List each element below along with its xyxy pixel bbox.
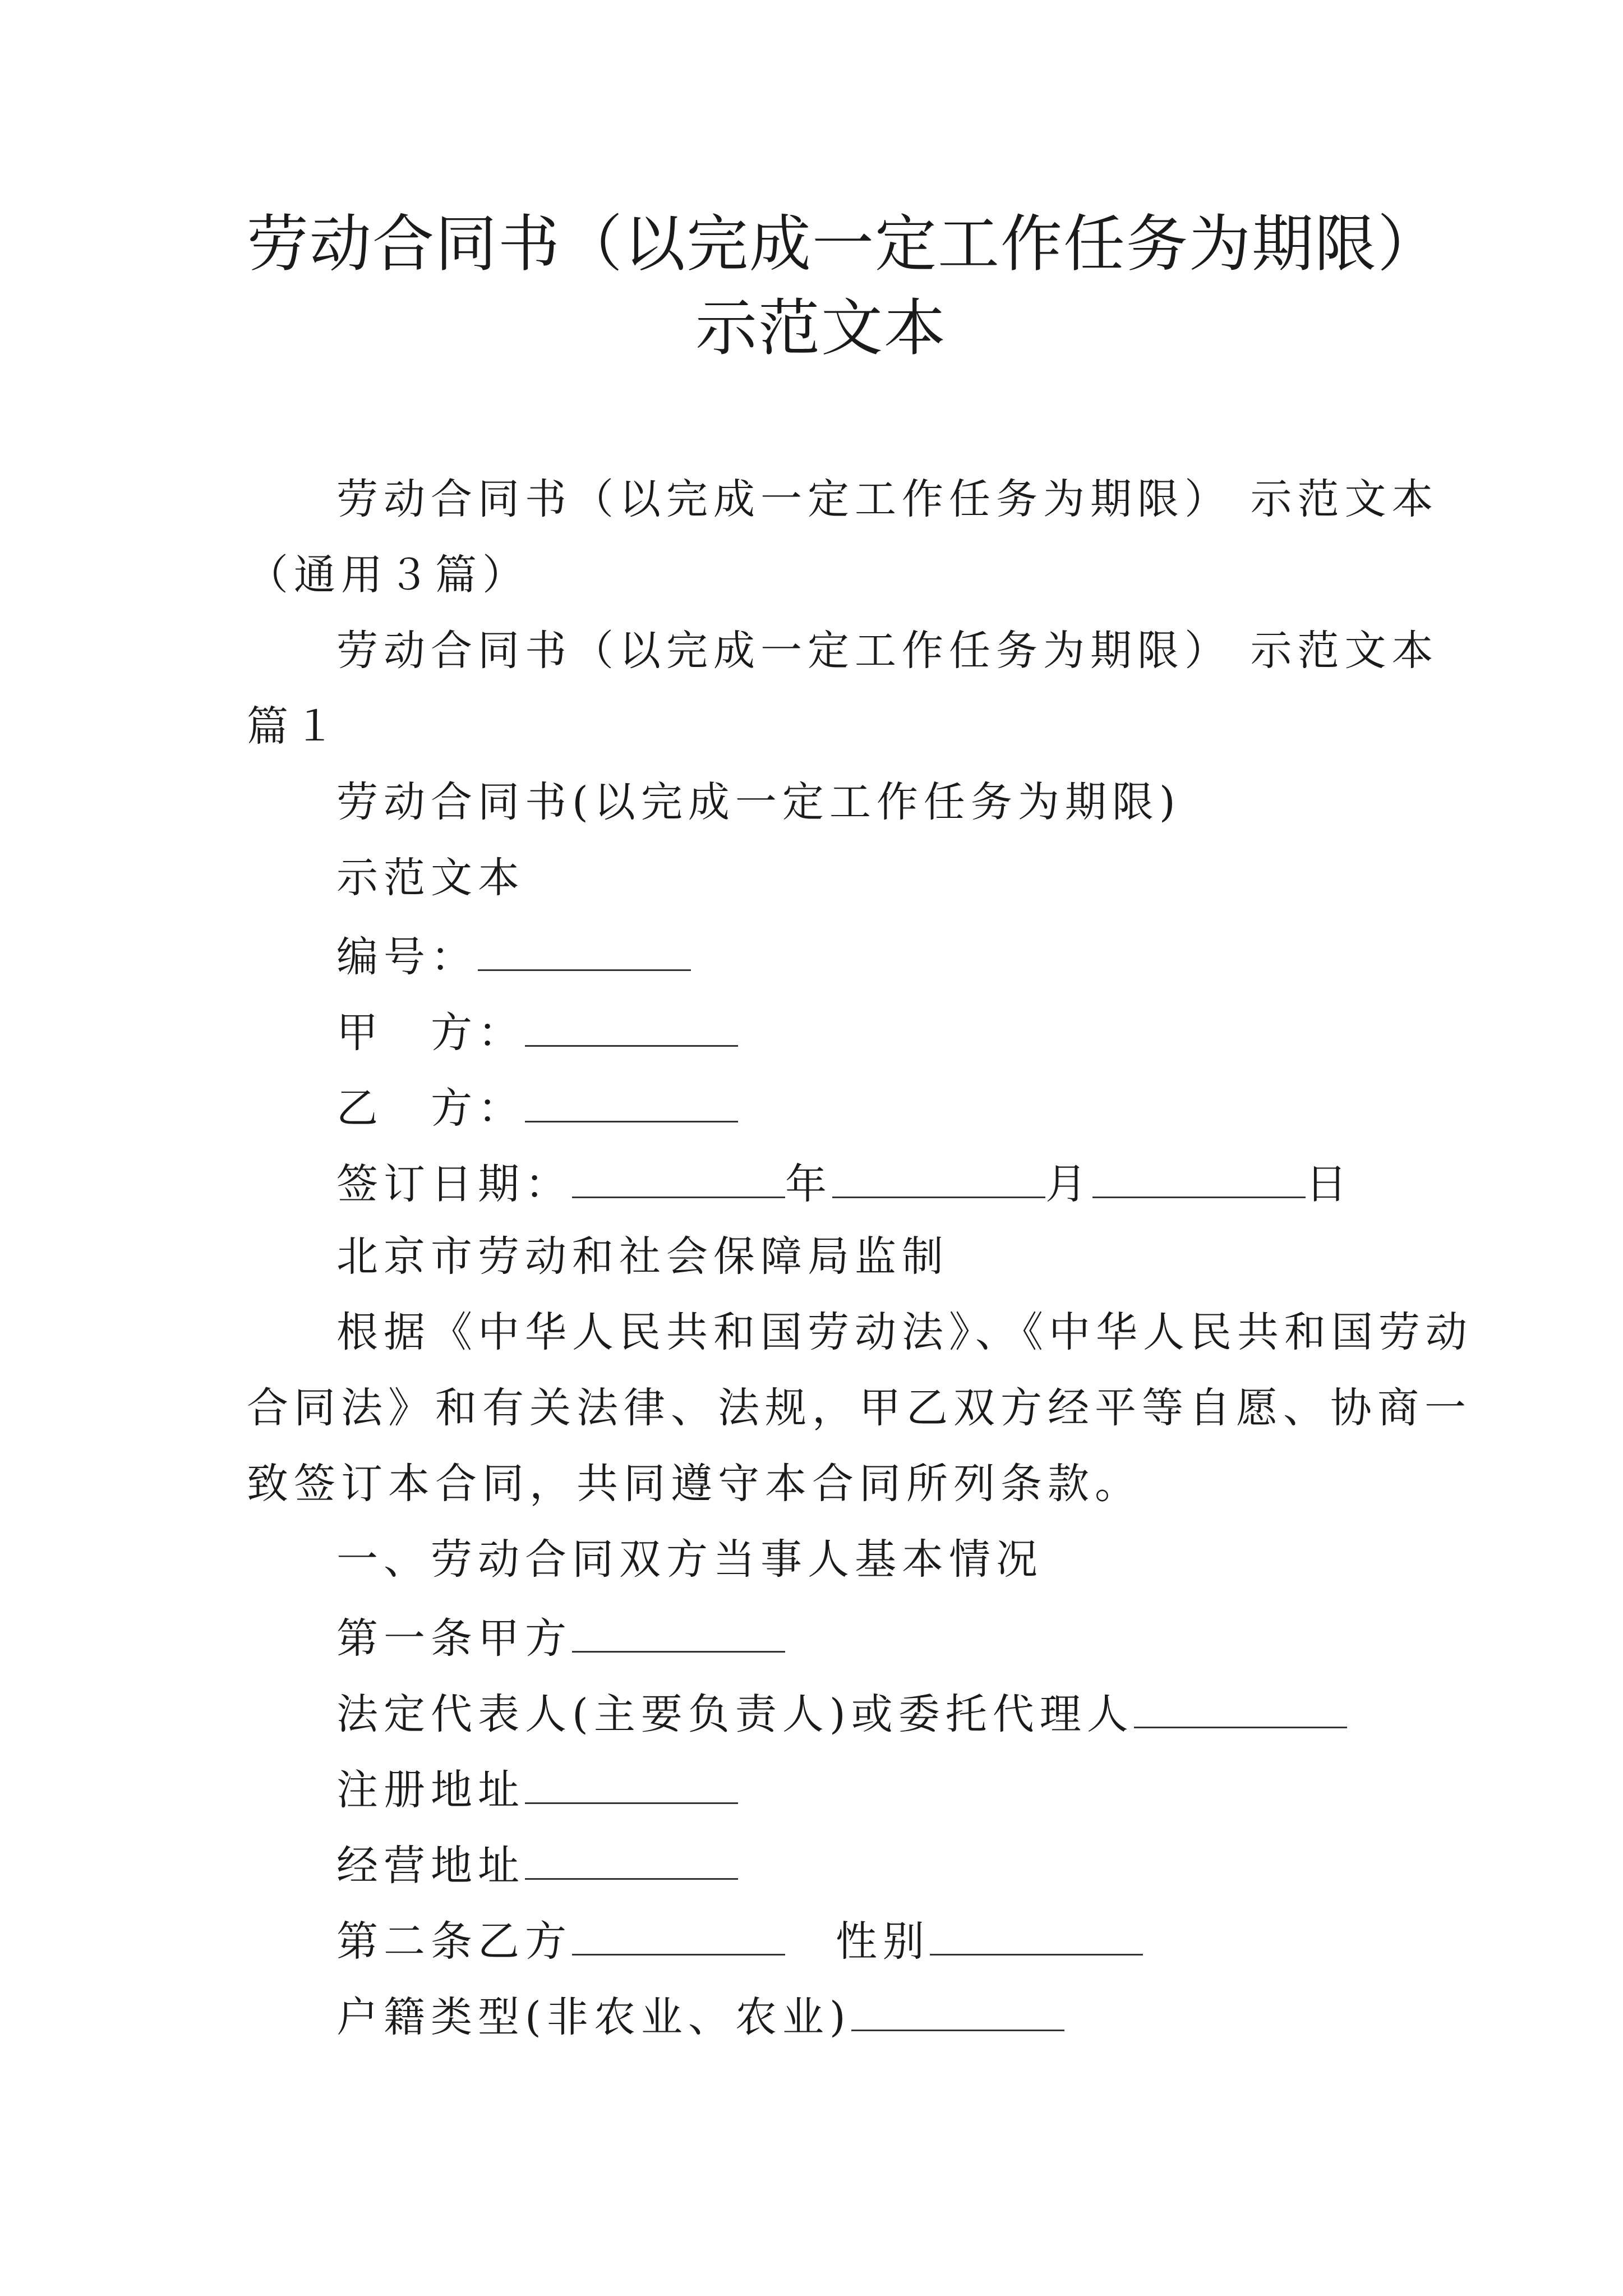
reg-address-field (336, 1759, 738, 1818)
party-b-blank (525, 1077, 738, 1122)
section1-title: 一、劳动合同双方当事人基本情况 (336, 1535, 1043, 1584)
party-a-label: 甲 方： (336, 1009, 525, 1057)
day-blank (1092, 1153, 1306, 1198)
sign-date-field (336, 1153, 1353, 1212)
month-label: 月 (1045, 1160, 1092, 1208)
article2-field (336, 1910, 1143, 1970)
party-a-field (336, 1001, 738, 1061)
year-label: 年 (785, 1160, 832, 1208)
number-field (336, 926, 691, 985)
supervisor-line: 北京市劳动和社会保障局监制 (336, 1232, 949, 1281)
sign-date-label: 签订日期： (336, 1160, 572, 1208)
reg-address-label: 注册地址 (336, 1766, 525, 1814)
household-type-field (336, 1986, 1064, 2045)
gender-label: 性别 (836, 1917, 930, 1966)
reg-address-blank (525, 1759, 738, 1804)
gender-blank (930, 1910, 1143, 1955)
number-blank (478, 926, 691, 971)
number-label: 编号： (336, 933, 478, 981)
biz-address-blank (525, 1834, 738, 1880)
article2-label: 第二条乙方 (336, 1917, 572, 1966)
household-type-label: 户籍类型(非农业、农业) (336, 1993, 851, 2041)
day-label: 日 (1306, 1160, 1353, 1208)
legal-rep-label: 法定代表人(主要负责人)或委托代理人 (336, 1690, 1134, 1738)
biz-address-label: 经营地址 (336, 1842, 525, 1890)
article1-label: 第一条甲方 (336, 1614, 572, 1663)
party-a-blank (525, 1001, 738, 1047)
article1-field (336, 1607, 785, 1667)
preamble-line1: 根据《中华人民共和国劳动法》、《中华人民共和国劳动 (336, 1308, 1473, 1356)
year-blank (572, 1153, 785, 1198)
month-blank (832, 1153, 1045, 1198)
document-title-line2: 示范文本 (695, 292, 947, 364)
legal-rep-field (336, 1683, 1347, 1742)
biz-address-field (336, 1834, 738, 1894)
heading-line2: 示范文本 (336, 854, 525, 902)
article1-blank (572, 1607, 785, 1653)
party-b-field (336, 1077, 738, 1137)
legal-rep-blank (1134, 1683, 1347, 1728)
article2-blank (572, 1910, 785, 1955)
heading-line1: 劳动合同书(以完成一定工作任务为期限) (336, 778, 1181, 826)
household-type-blank (851, 1986, 1064, 2031)
part1-line2: 篇１ (247, 702, 341, 751)
preamble-line2: 合同法》和有关法律、法规，甲乙双方经平等自愿、协商一 (247, 1384, 1472, 1432)
party-b-label: 乙 方： (336, 1084, 525, 1133)
intro-line1: 劳动合同书（以完成一定工作任务为期限） 示范文本 (336, 475, 1439, 523)
part1-line1: 劳动合同书（以完成一定工作任务为期限） 示范文本 (336, 627, 1439, 675)
preamble-line3: 致签订本合同，共同遵守本合同所列条款。 (247, 1460, 1142, 1508)
intro-line2: （通用３篇） (247, 551, 529, 599)
document-title-line1: 劳动合同书（以完成一定工作任务为期限） (247, 208, 1440, 280)
